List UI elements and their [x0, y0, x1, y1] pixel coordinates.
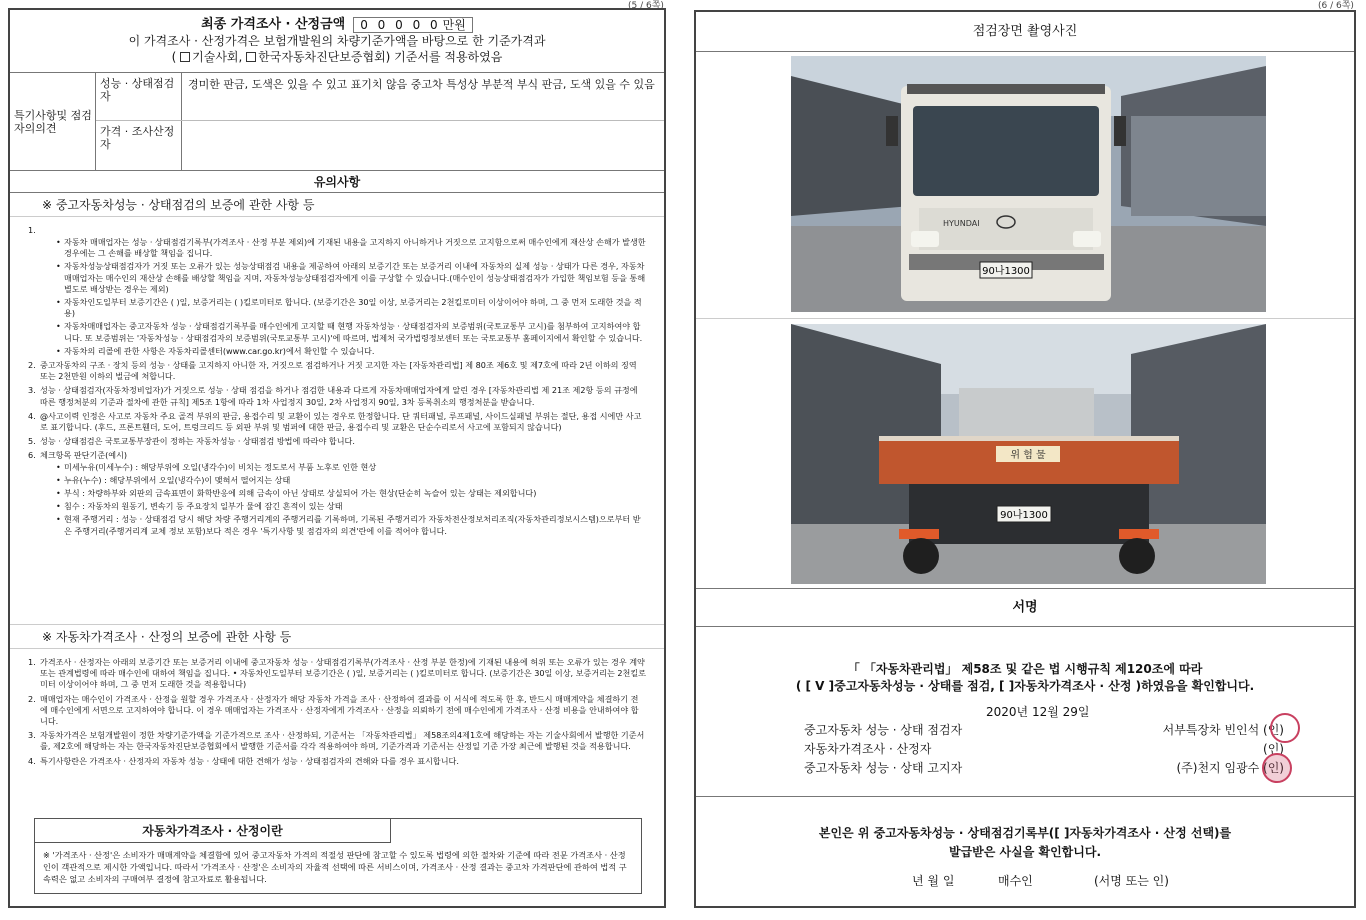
opinion-label: 특기사항및 점검자의의견 — [10, 73, 96, 170]
list-item: 3. 성능 · 상태점검자(자동차정비업자)가 거짓으로 성능 · 상태 점검을 하거나 점검한 내용과 다르게 자동차매매업자에게 알린 경우 [자동차관리법 제 21조 제2항 등의 규정에 따른 행정처분의 기준과 절차에 관한 규칙] 제5조 1항에 따라 1차 사업정지 30일, 2차 사업정지 90일, 3차 등록취소의 행정처분을 받습니다. — [28, 385, 638, 407]
opinion-row-appraiser — [96, 121, 664, 170]
list-item: 1. 가격조사 · 산정자는 아래의 보증기간 또는 보증거리 이내에 중고자동차 성능 · 상태점검기록부(가격조사 · 산정 부분 한정)에 기재된 내용에 허위 또는 오류가 있는 경우 계약 또는 관계법령에 따라 매수인에 대하여 책임을 집니다. • 자동차인도일부터 보증기간은 ( )일, 보증거리는 ( )킬로미터로 합니다. (보증기간은 30일 이상, 보증거리는 2천킬로미터 이상이어야 하며, 그 중 먼저 도래한 것을 적용합니다) — [28, 657, 646, 690]
list-item: • 누유(누수) : 해당부위에서 오일(냉각수)이 맺혀서 떨어지는 상태 — [56, 475, 646, 486]
rear-plate: 90나1300 — [1000, 510, 1048, 521]
basis-line-1: 이 가격조사 · 산정가격은 보험개발원의 차량기준가액을 바탕으로 한 기준가격과 — [128, 34, 546, 48]
buyer-date: 년 월 일 — [912, 874, 955, 888]
checkbox-tech-society[interactable] — [180, 52, 190, 62]
buyer-sign: (서명 또는 인) — [1094, 874, 1169, 888]
list-item: • 침수 : 자동차의 원동기, 변속기 등 주요장치 일부가 물에 잠긴 흔적이 있는 상태 — [56, 501, 646, 512]
seal-stamp-icon — [1262, 753, 1292, 783]
receipt-confirmation: 본인은 위 중고자동차성능 · 상태점검기록부([ ]자동차가격조사 · 산정 선택)를 발급받은 사실을 확인합니다. — [818, 826, 1232, 859]
truck-brand: HYUNDAI — [943, 219, 980, 228]
price-value-box — [353, 17, 473, 33]
signer-name: (주)천지 임광수 (인) — [1176, 761, 1284, 775]
signature-section — [696, 627, 1354, 797]
list-item: • 자동차매매업자는 중고자동차 성능 · 상태점검기록부를 매수인에게 고지할 때 현행 자동차성능 · 상태점검자의 보증범위(국토교통부 고시)를 첨부하여 고지하여야 합니다. 또 보증범위는 '자동차성능 · 상태점검자의 보증범위(국토교통부 고시)'에 따르며, 법제처 국가법령정보센터 또는 국토교통부 홈페이지에서 확인할 수 있습니다. — [56, 321, 646, 343]
price-value: 0 0 0 0 0 — [360, 18, 441, 32]
list-item: • 자동차인도일부터 보증기간은 ( )일, 보증거리는 ( )킬로미터로 합니다. (보증기간은 30일 이상, 보증거리는 2천킬로미터 이상이어야 하며, 그 중 먼저 도래한 것을 적용) — [56, 297, 646, 319]
truck-rear-illustration — [791, 324, 1266, 584]
list-item: • 현재 주행거리 : 성능 · 상태점검 당시 해당 차량 주행거리계의 주행거리를 기록하며, 기록된 주행거리가 자동차전산정보처리조직(자동차관리정보시스템)으로부터 받은 주행거리(주행거리계 교체 정보 포함)보다 적은 경우 '특기사항 및 점검자의 의견'란에 이를 적어야 합니다. — [56, 514, 646, 536]
seal-stamp-icon — [1270, 713, 1300, 743]
list-item: 2. 중고자동차의 구조 · 장치 등의 성능 · 상태를 고지하지 아니한 자, 거짓으로 점검하거나 거짓 고지한 자는 [자동차관리법] 제 80조 제6호 및 제7호에 따라 2년 이하의 징역 또는 2천만원 이하의 벌금에 처합니다. — [28, 360, 637, 382]
opinion-row-inspector — [96, 73, 664, 121]
list-item: • 자동차성능상태점검자가 거짓 또는 오류가 있는 성능상태점검 내용을 제공하여 아래의 보증기간 또는 보증거리 이내에 자동차의 실제 성능 · 상태가 다른 경우, 자동차매매업자는 매수인의 재산상 손해를 배상할 책임을 지며, 자동차성능상태점검자에게 이를 구상할 수 있습니다.(매수인이 성능상태점검자가 가입한 책임보험 등을 통해 별도로 배상받는 경우는 제외) — [56, 261, 646, 295]
section2-head: ※ 자동차가격조사 · 산정의 보증에 관한 사항 등 — [10, 625, 664, 649]
page-number: (6 / 6쪽) — [1318, 1, 1354, 11]
appraisal-definition-box — [34, 818, 642, 894]
list-item: 3. 자동차가격은 보험개발원이 정한 차량기준가액을 기준가격으로 조사 · 산정하되, 기준서는 「자동차관리법」 제58조의4제1호에 해당하는 자는 기술사회에서 발행한 기준서를, 제2호에 해당하는 자는 한국자동차진단보증협회에서 발행한 기준서를 각각 적용하여야 하며, 기준가격과 기준서는 산정일 기준 가장 최근에 발행된 것을 적용합니다. — [28, 730, 645, 752]
truck-front-illustration — [791, 56, 1266, 312]
photo-signature-page — [694, 10, 1356, 908]
truck-front-photo — [791, 56, 1266, 312]
signer-label: 중고자동차 성능 · 상태 점검자 — [804, 723, 963, 737]
opinion-row-value: 경미한 판금, 도색은 있을 수 있고 표기치 않음 중고차 특성상 부분적 부식 판금, 도색 있을 수 있음 — [188, 78, 655, 91]
list-item: • 부식 : 차량하부와 외판의 금속표면이 화학반응에 의해 금속이 아닌 상태로 상실되어 가는 현상(단순히 녹슬어 있는 상태는 제외합니다) — [56, 488, 646, 499]
signer-row — [804, 740, 1284, 758]
signer-name: 서부특장차 빈인석 (인) — [1162, 723, 1284, 737]
list-item: • 자동차 매매업자는 성능 · 상태점검기록부(가격조사 · 산정 부분 제외)에 기재된 내용을 고지하지 아니하거나 거짓으로 고지함으로써 매수인에게 재산상 손해가 발생한 경우에는 그 손해를 배상할 책임을 집니다. — [56, 237, 646, 259]
definition-title: 자동차가격조사 · 산정이란 — [35, 819, 391, 843]
list-item: 6. 체크항목 판단기준(예시) • 미세누유(미세누수) : 해당부위에 오일(냉각수)이 비치는 정도로서 부품 노후로 인한 현상 • 누유(누수) : 해당부위에서 오일(냉각수)이 맺혀서 떨어지는 상태 • 부식 : 차량하부와 외판의 금속표면이 화학반응에 의해 금속이 아닌 상태로 상실되어 가는 현상(단순히 녹슬어 있는 상태는 제외합니다) • 침수 : 자동차의 원동기, 변속기 등 주요장치 일부가 물에 잠긴 흔적이 있는 상태 • 현재 주행거리 : 성능 · 상태점검 당시 해당 차량 주행거리계의 주행거리를 기록하며, 기록된 주행거리가 자동차전산정보처리조직(자동차관리정보시스템)으로부터 받은 주행거리(주행거리계 교체 정보 포함)보다 적은 경우 '특기사항 및 점검자의 의견'란에 이를 적어야 합니다. — [28, 450, 646, 536]
checkbox-assoc[interactable] — [246, 52, 256, 62]
list-item: • 미세누유(미세누수) : 해당부위에 오일(냉각수)이 비치는 정도로서 부품 노후로 인한 현상 — [56, 462, 646, 473]
price-title: 최종 가격조사 · 산정금액 — [201, 17, 346, 32]
list-item: 2. 매매업자는 매수인이 가격조사 · 산정을 원할 경우 가격조사 · 산정자가 해당 자동차 가격을 조사 · 산정하여 결과를 이 서식에 적도록 한 후, 반드시 매매계약을 체결하기 전에 매수인에게 서면으로 고지하여야 합니다. 이 경우 매매업자는 가격조사 · 산정자에게 가격조사 · 산정을 의뢰하기 전에 매수인에게 가격조사 · 산정 비용을 안내하여야 합니다. — [28, 693, 639, 727]
buyer-label: 매수인 — [998, 874, 1033, 888]
basis-line-2: ( 기술사회, 한국자동차진단보증협회) 기준서를 적용하였음 — [171, 50, 503, 64]
page-number: (5 / 6쪽) — [628, 1, 664, 11]
tailgate-text: 위 험 물 — [1010, 450, 1046, 461]
signature-date: 2020년 12월 29일 — [986, 705, 1090, 719]
signer-label: 중고자동차 성능 · 상태 고지자 — [804, 761, 963, 775]
list-item: • 자동차의 리콜에 관한 사항은 자동차리콜센터(www.car.go.kr)에서 확인할 수 있습니다. — [56, 346, 646, 357]
signer-row — [804, 759, 1284, 777]
price-unit: 만원 — [442, 18, 466, 32]
opinion-table — [10, 73, 664, 171]
confirmation-statement: 「 「자동차관리법」 제58조 및 같은 법 시행규칙 제120조에 따라 ( [ V ]중고자동차성능 · 상태를 점검, [ ]자동차가격조사 · 산정 )하였음을 확인합니다. — [795, 662, 1255, 693]
photo-section-title: 점검장면 촬영사진 — [696, 12, 1354, 52]
opinion-row-label: 성능 · 상태점검자 — [96, 73, 182, 120]
list-item: 5. 성능 · 상태점검은 국토교통부장관이 정하는 자동차성능 · 상태점검 방법에 따라야 합니다. — [28, 436, 355, 447]
photo-area — [696, 52, 1354, 589]
list-item: 4. 특기사항란은 가격조사 · 산정자의 자동차 성능 · 상태에 대한 견해가 성능 · 상태점검자의 견해와 다를 경우 표시합니다. — [28, 755, 459, 766]
inspection-record-page — [8, 8, 666, 908]
signature-title: 서명 — [696, 589, 1354, 627]
opinion-row-label: 가격 · 조사산정자 — [96, 121, 182, 170]
notice-title: 유의사항 — [10, 171, 664, 193]
signer-name: (인) — [1263, 742, 1284, 756]
truck-rear-photo — [791, 324, 1266, 584]
opinion-row-value — [182, 121, 664, 170]
front-plate: 90나1300 — [982, 266, 1030, 277]
section2-body — [10, 649, 664, 789]
signer-label: 자동차가격조사 · 산정자 — [804, 742, 932, 756]
definition-text: ※ '가격조사 · 산정'은 소비자가 매매계약을 체결함에 있어 중고자동차 가격의 적절성 판단에 참고할 수 있도록 법령에 의한 절차와 기준에 따라 전문 가격조사 · 산정인이 객관적으로 제시한 가액입니다. 따라서 '가격조사 · 산정'은 소비자의 자율적 선택에 따른 서비스이며, 가격조사 · 산정 결과는 중고차 가격판단에 관하여 법적 구속력은 없고 소비자의 구매여부 결정에 참고자료로 활용됩니다. — [43, 850, 627, 884]
section1-head: ※ 중고자동차성능 · 상태점검의 보증에 관한 사항 등 — [10, 193, 664, 217]
list-item: 1. • 자동차 매매업자는 성능 · 상태점검기록부(가격조사 · 산정 부분 제외)에 기재된 내용을 고지하지 아니하거나 거짓으로 고지함으로써 매수인에게 재산상 손해가 발생한 경우에는 그 손해를 배상할 책임을 집니다. • 자동차성능상태점검자가 거짓 또는 오류가 있는 성능상태점검 내용을 제공하여 아래의 보증기간 또는 보증거리 이내에 자동차의 실제 성능 · 상태가 다른 경우, 자동차매매업자는 매수인의 재산상 손해를 배상할 책임을 지며, 자동차성능상태점검자에게 이를 구상할 수 있습니다.(매수인이 성능상태점검자가 가입한 책임보험 등을 통해 별도로 배상받는 경우는 제외) • 자동차인도일부터 보증기간은 ( )일, 보증거리는 ( )킬로미터로 합니다. (보증기간은 30일 이상, 보증거리는 2천킬로미터 이상이어야 하며, 그 중 먼저 도래한 것을 적용) • 자동차매매업자는 중고자동차 성능 · 상태점검기록부를 매수인에게 고지할 때 현행 자동차성능 · 상태점검자의 보증범위(국토교통부 고시)를 첨부하여 고지하여야 합니다. 또 보증범위는 '자동차성능 · 상태점검자의 보증범위(국토교통부 고시)'에 따르며, 법제처 국가법령정보센터 또는 국토교통부 홈페이지에서 확인할 수 있습니다. • 자동차의 리콜에 관한 사항은 자동차리콜센터(www.car.go.kr)에서 확인할 수 있습니다. — [28, 225, 646, 357]
signer-row — [804, 721, 1284, 739]
list-item: 4. @사고이력 인정은 사고로 자동차 주요 골격 부위의 판금, 용접수리 및 교환이 있는 경우로 한정합니다. 단 쿼터패널, 루프패널, 사이드실패널 부위는 절단, 용접 시에만 사고로 표기합니다. (후드, 프론트휀더, 도어, 트렁크리드 등 외판 부위 및 범퍼에 대한 판금, 용접수리 및 교환은 단순수리로서 사고에 포함되지 않습니다) — [28, 410, 642, 433]
price-header — [10, 10, 664, 73]
section1-body — [10, 217, 664, 625]
